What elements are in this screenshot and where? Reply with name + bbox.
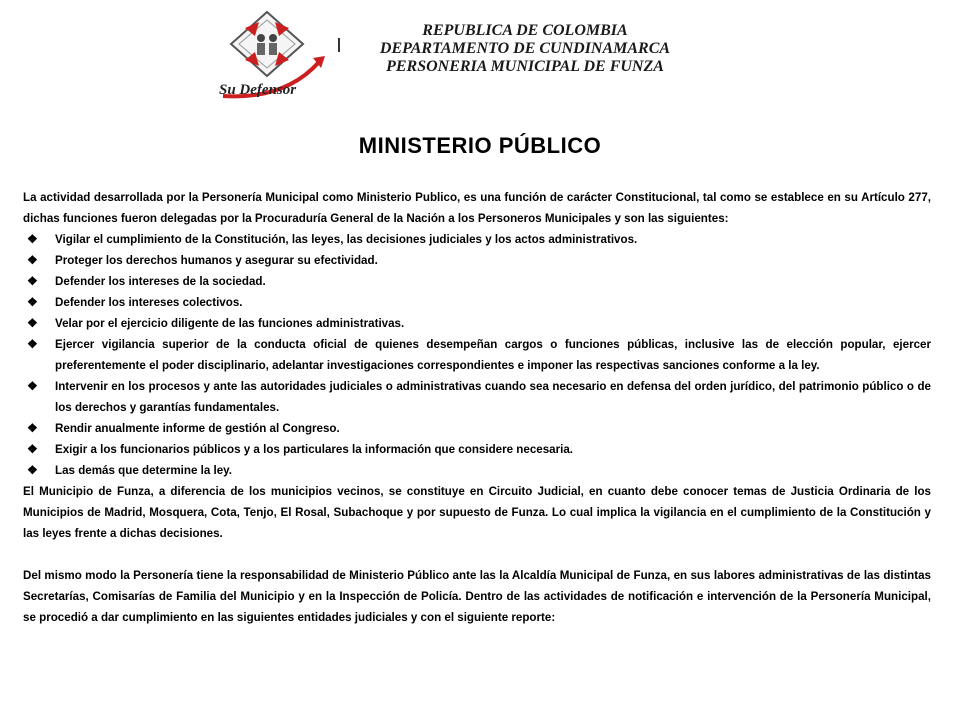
paragraph-spacer xyxy=(23,544,931,565)
list-item: ❖ Proteger los derechos humanos y asegurar su efectividad. xyxy=(23,250,931,271)
institution-header xyxy=(355,22,695,76)
diamond-bullet-icon: ❖ xyxy=(27,274,38,288)
logo-text: Su Defensor xyxy=(219,82,297,98)
header-line-country: REPUBLICA DE COLOMBIA xyxy=(422,22,628,39)
page-title: MINISTERIO PÚBLICO xyxy=(358,133,602,158)
diamond-bullet-icon: ❖ xyxy=(27,442,38,456)
diamond-bullet-icon: ❖ xyxy=(27,421,38,435)
list-item: ❖ Velar por el ejercicio diligente de las funciones administrativas. xyxy=(23,313,931,334)
responsibility-paragraph: Del mismo modo la Personería tiene la responsabilidad de Ministerio Público ante las la Alcaldía Municipal de Funza, en sus labores administrativas de las distintas Secretarías, Comisarías de Familia del Municipio y en la Inspección de Policía. Dentro de las actividades de notificación e intervención de la Personería Municipal, se procedió a dar cumplimiento en las siguientes entidades judiciales y con el siguiente reporte: xyxy=(23,569,931,624)
header-line-department: DEPARTAMENTO DE CUNDINAMARCA xyxy=(379,40,671,57)
su-defensor-logo-icon xyxy=(215,8,330,106)
intro-paragraph: La actividad desarrollada por la Personería Municipal como Ministerio Publico, es una función de carácter Constitucional, tal como se establece en su Artículo 277, dichas funciones fueron delegadas por la Procuraduría General de la Nación a los Personeros Municipales y son las siguientes: xyxy=(23,191,931,225)
list-item: ❖ Las demás que determine la ley. xyxy=(23,460,931,481)
list-item: ❖ Defender los intereses de la sociedad. xyxy=(23,271,931,292)
diamond-bullet-icon: ❖ xyxy=(27,232,38,246)
list-item: ❖ Vigilar el cumplimiento de la Constitución, las leyes, las decisiones judiciales y los actos administrativos. xyxy=(23,229,931,250)
list-item: ❖ Intervenir en los procesos y ante las autoridades judiciales o administrativas cuando sea necesario en defensa del orden jurídico, del patrimonio público o de los derechos y garantías fundamentales. xyxy=(23,376,931,418)
diamond-bullet-icon: ❖ xyxy=(27,316,38,330)
list-item: ❖ Exigir a los funcionarios públicos y a los particulares la información que considere necesaria. xyxy=(23,439,931,460)
document-body xyxy=(23,187,931,628)
header-line-office: PERSONERIA MUNICIPAL DE FUNZA xyxy=(386,58,664,75)
diamond-bullet-icon: ❖ xyxy=(27,379,38,393)
list-item: ❖ Rendir anualmente informe de gestión al Congreso. xyxy=(23,418,931,439)
list-item: ❖ Ejercer vigilancia superior de la conducta oficial de quienes desempeñan cargos o funciones públicas, inclusive las de elección popular, ejercer preferentemente el poder disciplinario, adelantar investigaciones correspondientes e imponer las respectivas sanciones conforme a la ley. xyxy=(23,334,931,376)
diamond-bullet-icon: ❖ xyxy=(27,337,38,351)
diamond-bullet-icon: ❖ xyxy=(27,295,38,309)
circuit-paragraph: El Municipio de Funza, a diferencia de los municipios vecinos, se constituye en Circuito Judicial, en cuanto debe conocer temas de Justicia Ordinaria de los Municipios de Madrid, Mosquera, Cota, Tenjo, El Rosal, Subachoque y por supuesto de Funza. Lo cual implica la vigilancia en el cumplimiento de la Constitución y las leyes frente a dichas decisiones. xyxy=(23,485,931,540)
list-item: ❖ Defender los intereses colectivos. xyxy=(23,292,931,313)
diamond-bullet-icon: ❖ xyxy=(27,463,38,477)
personeria-logo xyxy=(215,8,330,106)
functions-list xyxy=(23,229,931,481)
header-divider xyxy=(338,38,340,52)
diamond-bullet-icon: ❖ xyxy=(27,253,38,267)
